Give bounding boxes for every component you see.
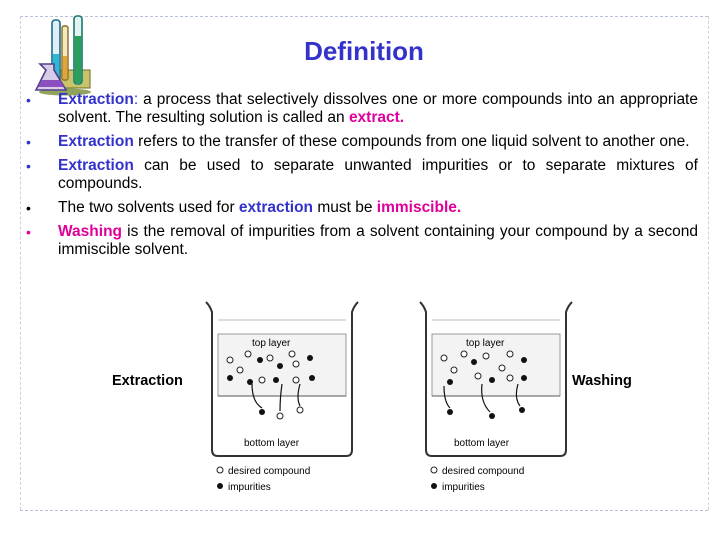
frame-bottom-border [20,510,708,511]
legend-desired: desired compound [228,466,311,477]
term-extraction: extraction [238,199,314,216]
frame-top-border [20,16,708,17]
page-title: Definition [304,36,424,66]
list-item: • Extraction refers to the transfer of these compounds from one liquid solvent to another one. [26,133,690,150]
legend-impurities: impurities [442,482,485,493]
term-extraction: Extraction [58,91,134,108]
extraction-caption: Extraction [112,373,183,389]
list-item: • The two solvents used for extraction must be immiscible. [26,199,462,216]
bottom-layer-label: bottom layer [454,438,510,449]
term-extract: extract. [348,109,405,126]
top-layer-label: top layer [466,338,505,349]
term-extraction: Extraction [58,157,134,174]
definition-list [26,91,698,265]
frame-left-border [20,16,21,510]
bottom-layer-label: bottom layer [244,438,300,449]
legend-impurities: impurities [228,482,271,493]
top-layer-label: top layer [252,338,291,349]
term-immiscible: immiscible. [376,199,462,216]
washing-caption: Washing [572,373,632,389]
extraction-beaker-diagram [200,298,360,498]
washing-beaker-diagram [414,298,574,498]
list-item: • Extraction can be used to separate unwanted impurities or to separate mixtures of compounds. [26,157,698,192]
term-extraction: Extraction [58,133,134,150]
term-washing: Washing [58,223,123,240]
list-item: • Extraction: a process that selectively dissolves one or more compounds into an appropriate solvent. The resulting solution is called an extract. [26,91,698,126]
legend-desired: desired compound [442,466,525,477]
list-item: • Washing is the removal of impurities from a solvent containing your compound by a second immiscible solvent. [26,223,698,258]
frame-right-border [708,16,709,510]
